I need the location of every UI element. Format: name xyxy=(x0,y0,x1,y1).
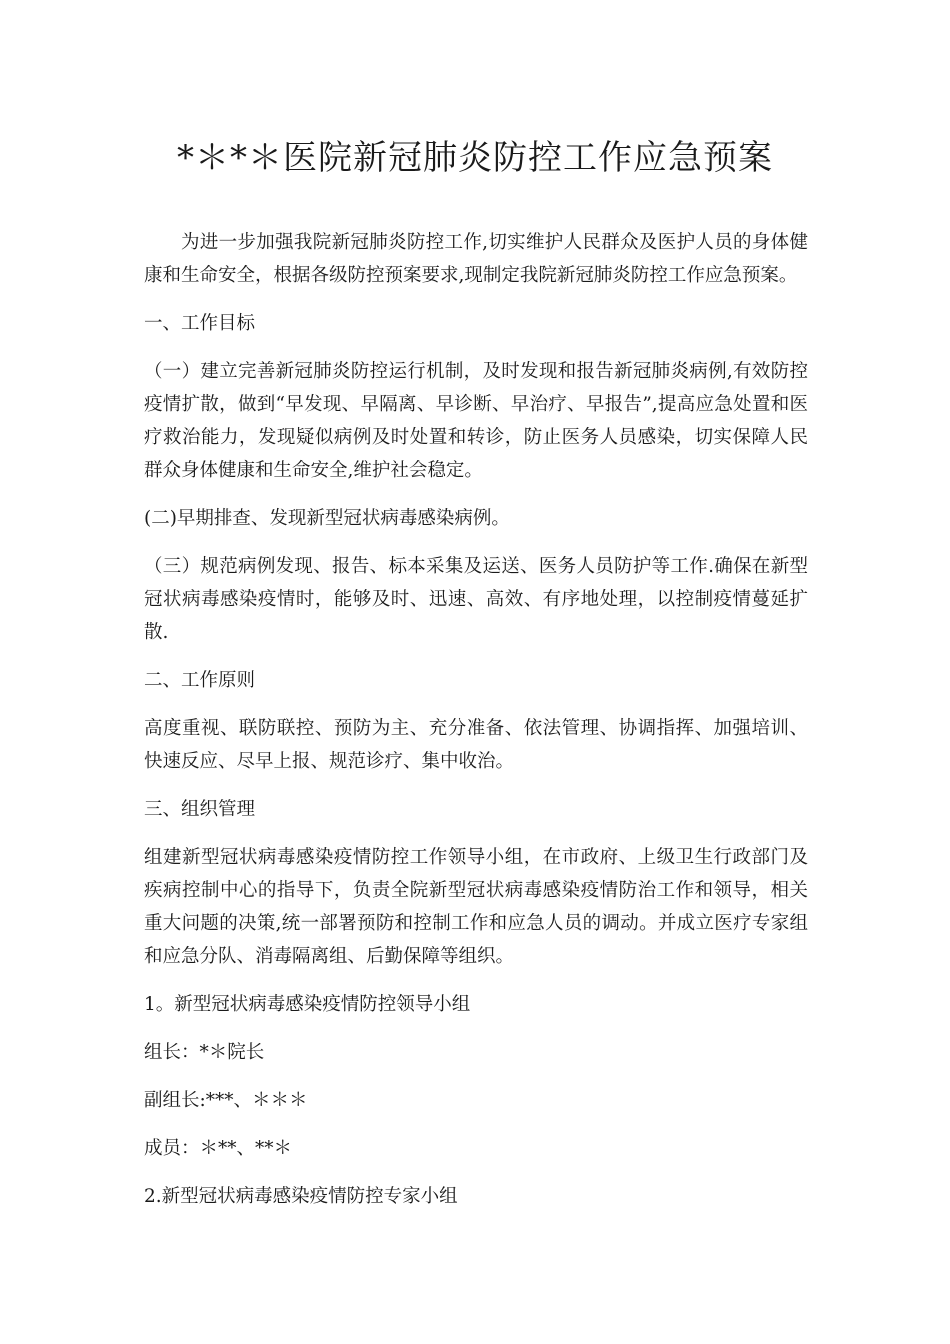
goal-item-2: (二)早期排查、发现新型冠状病毒感染病例。 xyxy=(144,508,510,529)
document-body xyxy=(144,226,808,1228)
intro-paragraph: 为进一步加强我院新冠肺炎防控工作,切实维护人民群众及医护人员的身体健康和生命安全，根据各级防控预案要求,现制定我院新冠肺炎防控工作应急预案。 xyxy=(144,232,808,286)
section-heading-goals: 一、工作目标 xyxy=(144,313,256,334)
document-title: *＊*＊医院新冠肺炎防控工作应急预案 xyxy=(177,138,773,178)
section-heading-principles: 二、工作原则 xyxy=(144,670,256,691)
goal-item-3: （三）规范病例发现、报告、标本采集及运送、医务人员防护等工作.确保在新型冠状病毒感染疫情时，能够及时、迅速、高效、有序地处理，以控制疫情蔓延扩散. xyxy=(144,556,808,643)
leading-group-heading: 1。新型冠状病毒感染疫情防控领导小组 xyxy=(144,994,471,1015)
goal-item-1: （一）建立完善新冠肺炎防控运行机制，及时发现和报告新冠肺炎病例,有效防控疫情扩散，做到“早发现、早隔离、早诊断、早治疗、早报告”,提高应急处置和医疗救治能力，发现疑似病例及时处置和转诊，防止医务人员感染，切实保障人民群众身体健康和生命安全,维护社会稳定。 xyxy=(144,361,808,481)
group-leader-line: 组长：*＊院长 xyxy=(144,1042,265,1063)
organization-paragraph: 组建新型冠状病毒感染疫情防控工作领导小组，在市政府、上级卫生行政部门及疾病控制中心的指导下，负责全院新型冠状病毒感染疫情防治工作和领导，相关重大问题的决策,统一部署预防和控制工作和应急人员的调动。并成立医疗专家组和应急分队、消毒隔离组、后勤保障等组织。 xyxy=(144,847,808,967)
principles-paragraph: 高度重视、联防联控、预防为主、充分准备、依法管理、协调指挥、加强培训、快速反应、尽早上报、规范诊疗、集中收治。 xyxy=(144,718,808,772)
members-line: 成员：＊**、**＊ xyxy=(144,1138,293,1159)
section-heading-organization: 三、组织管理 xyxy=(144,799,256,820)
deputy-leader-line: 副组长:***、＊＊＊ xyxy=(144,1090,308,1111)
expert-group-heading: 2.新型冠状病毒感染疫情防控专家小组 xyxy=(144,1186,458,1207)
